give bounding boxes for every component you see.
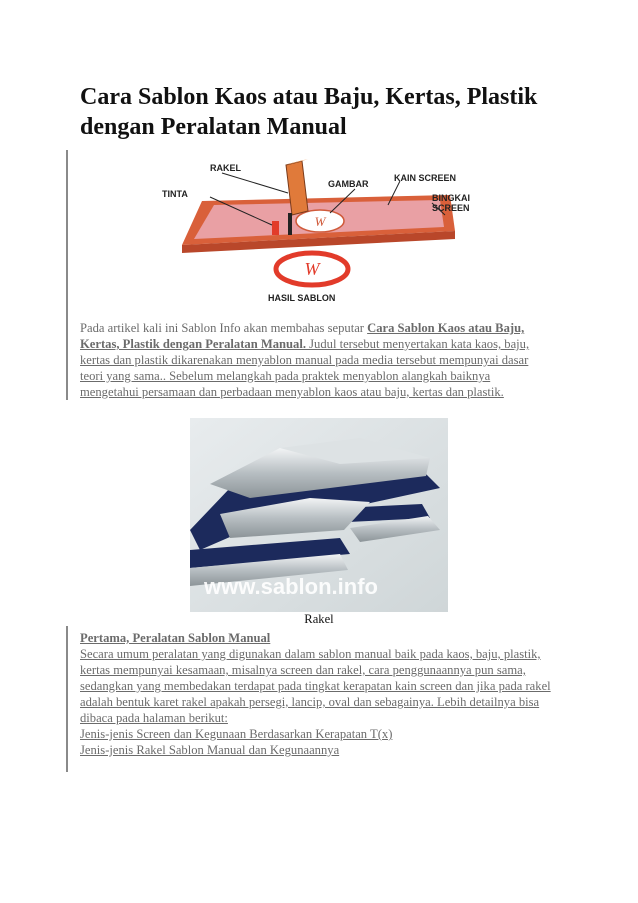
tinta: [272, 221, 279, 235]
photo-watermark: www.sablon.info: [204, 574, 378, 599]
section-block: [80, 630, 560, 758]
section-heading: Pertama, Peralatan Sablon Manual: [80, 631, 271, 645]
label-rakel: RAKEL: [210, 163, 241, 173]
svg-text:W: W: [314, 214, 326, 229]
rakel-photo: [190, 418, 448, 612]
link-jenis-rakel[interactable]: Jenis-jenis Rakel Sablon Manual dan Kegunaannya: [80, 743, 340, 757]
hasil-sablon-print: [276, 253, 348, 285]
photo-caption: Rakel: [304, 612, 334, 626]
intro-rest: Judul tersebut menyertakan kata kaos, baju, kertas dan plastik dikarenakan menyablon manual pada media tersebut mempunyai dasar teori yang sama.. Sebelum melangkah pada praktek menyablon alangkah baiknya mengetahui persamaan dan perbadaan menyablon kaos atau baju, kertas dan plastik.: [80, 337, 530, 399]
blockquote-bar: [66, 150, 68, 400]
screen-printing-diagram: [150, 153, 480, 305]
label-gambar: GAMBAR: [328, 179, 369, 189]
intro-paragraph: [80, 320, 550, 400]
label-kain-screen: KAIN SCREEN: [394, 173, 457, 183]
page-title: Cara Sablon Kaos atau Baju, Kertas, Plastik dengan Peralatan Manual: [80, 84, 538, 140]
label-hasil-sablon: HASIL SABLON: [268, 293, 336, 303]
intro-lead: Pada artikel kali ini Sablon Info akan membahas seputar: [80, 321, 368, 335]
label-tinta: TINTA: [162, 189, 188, 199]
svg-text:W: W: [304, 259, 320, 279]
label-bingkai-screen: SCREEN: [432, 203, 470, 213]
gambar-on-screen: [296, 210, 344, 232]
intro-title-link[interactable]: Cara Sablon Kaos atau Baju, Kertas, Plastik dengan Peralatan Manual.: [80, 321, 525, 351]
blockquote-bar: [66, 626, 68, 772]
link-jenis-screen[interactable]: Jenis-jenis Screen dan Kegunaan Berdasarkan Kerapatan T(x): [80, 727, 393, 741]
section-body: Secara umum peralatan yang digunakan dalam sablon manual baik pada kaos, baju, plastik, kertas mempunyai kesamaan, misalnya screen dan rakel, cara penggunaannya pun sama, sedangkan yang membedakan terdapat pada tingkat kerapatan kain screen dan jika pada rakel adalah bentuk karet rakel apakah persegi, lancip, oval dan sebagainya. Lebih detailnya bisa dibaca pada halaman berikut:: [80, 647, 551, 725]
label-bingkai: BINGKAI: [432, 193, 470, 203]
